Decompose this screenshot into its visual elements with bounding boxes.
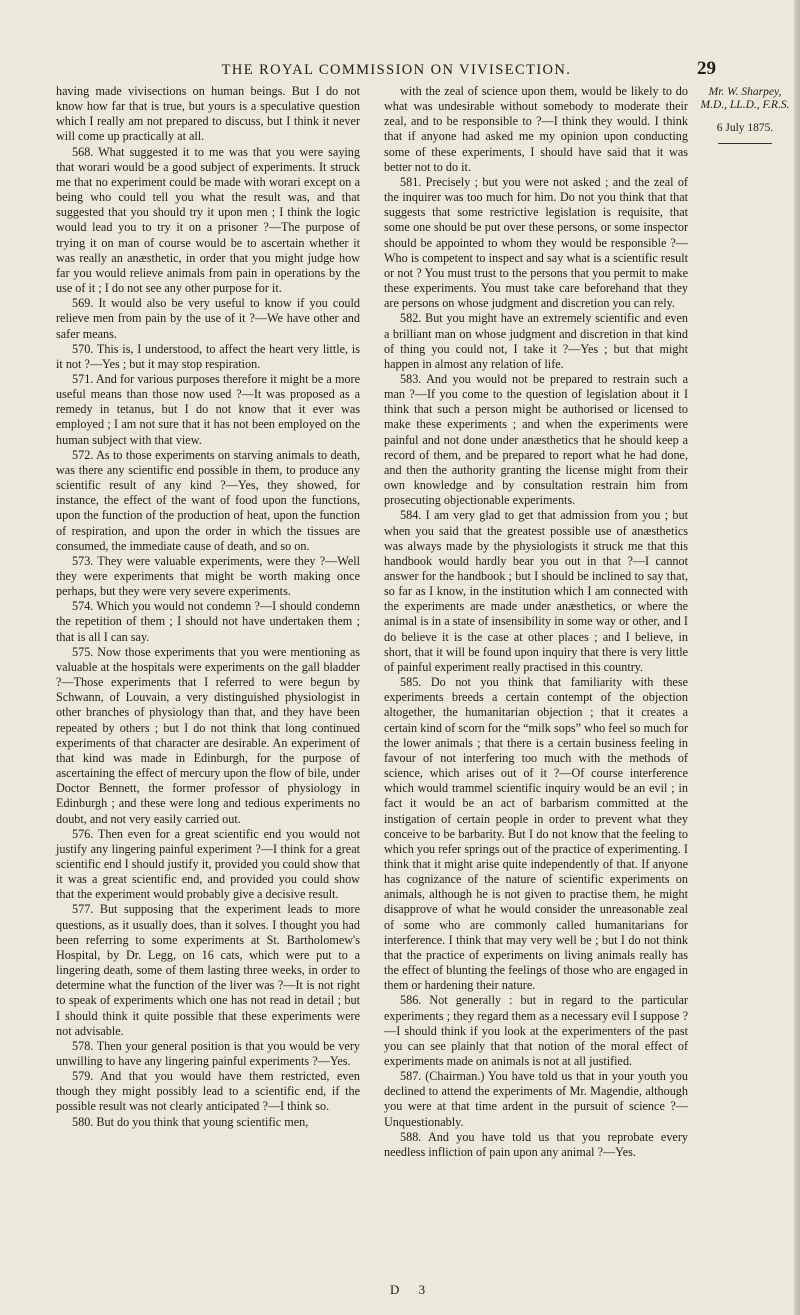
margin-note — [696, 86, 794, 144]
paragraph: 582. But you might have an extremely scientific and even a brilliant man on whose judgment and discretion in that kind of thing you could not, I take it ?—Yes ; but that might happen in almost any relation of life. — [384, 311, 688, 371]
paragraph: 574. Which you would not condemn ?—I should condemn the repetition of them ; I should not have undertaken them ; that is all I can say. — [56, 599, 360, 644]
left-column — [56, 84, 360, 1160]
witness-name: Mr. W. Sharpey, M.D., LL.D., F.R.S. — [700, 86, 790, 111]
margin-rule — [718, 143, 772, 144]
paragraph: 569. It would also be very useful to know if you could relieve men from pain by the use of it ?—We have other and safer means. — [56, 296, 360, 341]
paragraph: 570. This is, I understood, to affect the heart very little, is it not ?—Yes ; but it may stop respiration. — [56, 341, 360, 371]
paragraph: with the zeal of science upon them, would be likely to do what was undesirable without somebody to moderate their zeal, and to be responsible to ?—I think they would. I think that if anyone had asked me my opinion upon conducting some of these experiments, I should have said that it was better not to do it. — [384, 84, 688, 174]
paragraph: 586. Not generally : but in regard to the particular experiments ; they regard them as a necessary evil I suppose ?—I should think if you look at the experimenters of the past you can see plainly that that notion of the moral effect of experiments made on animals is not at all justified. — [384, 993, 688, 1068]
paragraph: 572. As to those experiments on starving animals to death, was there any scientific end possible in them, to produce any scientific result of any kind ?—Yes, they showed, for instance, the effect of the want of food upon the functions, upon the function of the production of heat, upon the function of respiration, and upon the order in which the tissues are consumed, the immediate cause of death, and so on. — [56, 447, 360, 553]
paragraph: 577. But supposing that the experiment leads to more questions, as it usually does, than it solves. I thought you had been referring to some experiments at St. Bartholomew's Hospital, by Dr. Legg, on 16 cats, which were put to a lingering death, some of them lasting three weeks, in order to determine what the function of the liver was ?—It is not right to speak of experiments which one has not read in detail ; but I should think it quite possible that these experiments were not advisable. — [56, 902, 360, 1038]
paragraph: 578. Then your general position is that you would be very unwilling to have any lingering painful experiments ?—Yes. — [56, 1038, 360, 1068]
paragraph: 585. Do not you think that familiarity with these experiments breeds a certain contempt of the objection altogether, the humanitarian objection ; that it creates a certain kind of scorn for the “milk sops” who feel so much for the lower animals ; that there is a certain business feeling in favour of not interfering too much with the methods of science, which arises out of it ?—Of course interference which would trammel scientific inquiry would be an evil ; in fact it would be an act of barbarism committed at the instigation of certain people in order to prevent what they conceive to be barbarity. But I do not know that the feeling to which you refer springs out of the practice of experimenting. I think that it might arise quite independently of that. If anyone has cognizance of the nature of scientific experiments on animals, although he is not given to practise them, he might disapprove of what he would consider the unreasonable zeal of some who are commonly called humanitarians for interference. I think that may very well be ; but I do not think that the practice of experiments on living animals really has the effect of blunting the feelings of those who are engaged in them or hardening their nature. — [384, 675, 688, 993]
paragraph: 580. But do you think that young scientific men, — [72, 1114, 309, 1129]
paragraph: 583. And you would not be prepared to restrain such a man ?—If you come to the question of legislation about it I think that such a person might be authorised or licensed to make these experiments ; and when the experiments were painful and not done under anæsthetics that he should keep a record of them, and be prepared to report what he had done, and then the authority granting the license might from their own knowledge and by consultation restrain him from prosecuting objectionable experiments. — [384, 371, 688, 508]
paragraph: 568. What suggested it to me was that you were saying that worari would be a good subject of experiments. It struck me that no experiment could be made with worari except on a being who could tell you what the result was, and that suggested that you should try it upon men ; I think the logic would lead you to try it on a prisoner ?—The purpose of trying it on man of course would be to ascertain whether it was really an anæsthetic, in order that you might judge how far you would relieve animals from pain in operations by the use of it ; I do not see any other purpose for it. — [56, 144, 360, 296]
paragraph: 571. And for various purposes therefore it might be a more useful means than those now used ?—It was proposed as a remedy in tetanus, but I do not know that it ever was employed ; I am not sure that it has not been employed on the human subject with that view. — [56, 371, 360, 447]
paragraph: 573. They were valuable experiments, were they ?—Well they were experiments that might be worth making once perhaps, but they were very severe experiments. — [56, 553, 360, 599]
page-edge-shadow — [794, 0, 800, 1315]
paragraph: having made vivisections on human beings. But I do not know how far that is true, but yours is a speculative question which I really am not prepared to discuss, but I think it never will come up practically at all. — [56, 84, 360, 144]
text-columns — [56, 84, 688, 1160]
witness-date: 6 July 1875. — [716, 122, 774, 134]
page-number: 29 — [697, 58, 716, 79]
paragraph: 575. Now those experiments that you were mentioning as valuable at the hospitals were experiments on the gall bladder ?—Those experiments that I referred to were begun by Schwann, of Louvain, a very distinguished physiologist in other branches of physiology than that, and they have been repeated by others ; but I do not think that long continued experiments of that character are desirable. An experiment of that kind was made in Edinburgh, for the purpose of ascertaining the effect of mercury upon the flow of bile, under Doctor Bennett, the former professor of physiology in Edinburgh ; and these were long and tedious experiments no doubt, and not very easily carried out. — [56, 644, 360, 826]
paragraph: 588. And you have told us that you reprobate every needless infliction of pain upon any animal ?—Yes. — [384, 1129, 688, 1159]
signature-mark: D 3 — [390, 1282, 434, 1297]
running-head: THE ROYAL COMMISSION ON VIVISECTION. — [221, 62, 572, 78]
page-header — [56, 58, 716, 80]
paragraph: 584. I am very glad to get that admission from you ; but when you said that the greatest possible use of anæsthetics was always made by the physiologists it struck me that this handbook would hardly bear you out in that ?—I cannot answer for the handbook ; but I should be inclined to say that, so far as I know, in the institution which I am connected with the experiments are made under anæsthetics, or where the animal is in a state of insensibility in some way or other, and I do believe it is the case at other places ; and I believe, in short, that it will be found upon inquiry that there is very little of painful experiment really practised in this country. — [384, 508, 688, 674]
paragraph: 581. Precisely ; but you were not asked ; and the zeal of the inquirer was too much for him. Do not you think that that suggests that some restrictive legislation is requisite, that some one should be put over these persons, or some inspector should be appointed to whom they would be responsible ?—Who is competent to inspect and say what is a scientific result or not ? You must trust to the persons that you permit to make these experiments. You must take care beforehand that they are persons on whose judgment and discretion you can rely. — [384, 174, 688, 311]
paragraph: 579. And that you would have them restricted, even though they might possibly lead to a scientific end, if the possible result was not clearly anticipated ?—I think so. — [56, 1069, 360, 1114]
paragraph: 576. Then even for a great scientific end you would not justify any lingering painful experiment ?—I think for a great scientific end I should justify it, provided you could show that it was a great scientific end, and provided you could show that the experiment would probably give a decisive result. — [56, 826, 360, 902]
right-column — [384, 84, 688, 1160]
paragraph: 587. (Chairman.) You have told us that in your youth you declined to attend the experiments of Mr. Magendie, although you were at that time ardent in the pursuit of science ?—Unquestionably. — [384, 1069, 688, 1129]
